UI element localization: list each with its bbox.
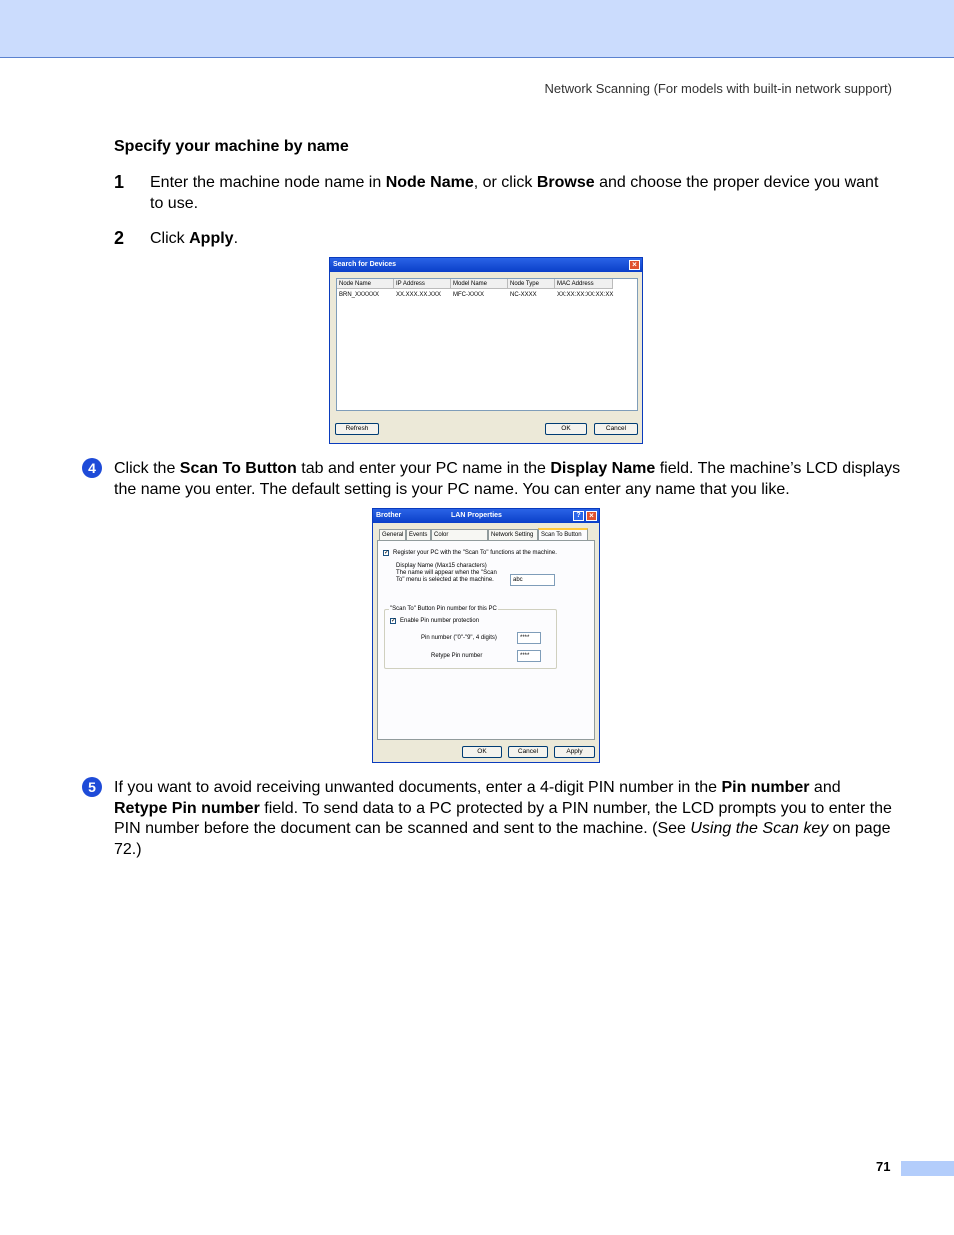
pin-number-label: Pin number ("0"-"9", 4 digits) xyxy=(421,635,497,641)
lan-properties-dialog xyxy=(372,508,600,763)
table-cell[interactable]: BRN_XXXXXX xyxy=(339,292,380,298)
display-name-field[interactable]: abc xyxy=(510,574,555,586)
step-number-4: 4 xyxy=(82,458,102,478)
register-label: Register your PC with the "Scan To" functions at the machine. xyxy=(393,550,557,556)
table-cell[interactable]: XX:XX:XX:XX:XX:XX xyxy=(557,292,614,298)
search-devices-dialog xyxy=(329,257,643,444)
step-number-2: 2 xyxy=(114,228,125,248)
step-5-text: If you want to avoid receiving unwanted documents, enter a 4-digit PIN number in the Pin number and Retype Pin number field. To send data to a PC protected by a PIN number, the LCD prompts you to enter the PIN number before the document can be scanned and sent to the machine. (See Using the Scan key on page 72.) xyxy=(114,779,892,858)
dialog-title: Search for Devices xyxy=(333,261,397,268)
table-cell[interactable]: NC-XXXX xyxy=(510,292,537,298)
cancel-button[interactable]: Cancel xyxy=(594,423,638,435)
enable-pin-label: Enable Pin number protection xyxy=(400,618,480,624)
page-number: 71 xyxy=(876,1159,891,1174)
tab-scan-to-button[interactable]: Scan To Button xyxy=(538,528,588,540)
cancel-button[interactable]: Cancel xyxy=(508,746,548,758)
help-icon[interactable]: ? xyxy=(573,511,584,521)
header-band xyxy=(0,0,954,58)
step-number-1: 1 xyxy=(114,172,125,192)
close-icon[interactable]: × xyxy=(586,511,597,521)
close-icon[interactable]: × xyxy=(629,260,640,270)
step-number-5: 5 xyxy=(82,777,102,797)
step-4-text: Click the Scan To Button tab and enter your PC name in the Display Name field. The machine’s LCD displays the name you enter. The default setting is your PC name. You can enter any name that you like. xyxy=(114,460,901,498)
device-list[interactable] xyxy=(336,278,638,411)
col-header-mac-address[interactable]: MAC Address xyxy=(555,279,613,289)
ok-button[interactable]: OK xyxy=(462,746,502,758)
table-cell[interactable]: XX.XXX.XX.XXX xyxy=(396,292,442,298)
group-title: "Scan To" Button Pin number for this PC xyxy=(390,606,497,612)
dialog-title-bar xyxy=(373,509,599,523)
step-2-text: Click Apply. xyxy=(150,230,239,247)
enable-pin-checkbox[interactable]: ✓ xyxy=(391,618,397,624)
display-name-label: Display Name (Max15 characters) xyxy=(396,563,487,569)
section-title: Specify your machine by name xyxy=(114,138,349,155)
col-header-ip-address[interactable]: IP Address xyxy=(394,279,451,289)
tab-panel xyxy=(377,540,595,740)
display-name-hint: The name will appear when the "Scan xyxy=(396,570,497,576)
dialog-title-brand: Brother xyxy=(376,512,402,519)
tab-general[interactable]: General xyxy=(379,529,406,540)
pin-number-field[interactable]: **** xyxy=(517,632,541,644)
dialog-title: LAN Properties xyxy=(451,512,502,519)
col-header-node-name[interactable]: Node Name xyxy=(337,279,394,289)
step-1-text: Enter the machine node name in Node Name, or click Browse and choose the proper device you want to use. xyxy=(150,174,879,212)
table-cell[interactable]: MFC-XXXX xyxy=(453,292,485,298)
dialog-title-bar xyxy=(330,258,642,272)
apply-button[interactable]: Apply xyxy=(554,746,595,758)
ok-button[interactable]: OK xyxy=(545,423,587,435)
display-name-hint: To" menu is selected at the machine. xyxy=(396,577,494,583)
tab-network-setting[interactable]: Network Setting xyxy=(488,529,538,540)
register-checkbox[interactable]: ✓ xyxy=(384,550,390,556)
col-header-model-name[interactable]: Model Name xyxy=(451,279,508,289)
running-head: Network Scanning (For models with built-in network support) xyxy=(544,81,892,96)
tab-events[interactable]: Events xyxy=(406,529,431,540)
footer-bar xyxy=(901,1161,954,1176)
tab-color-management[interactable]: Color xyxy=(431,529,488,540)
refresh-button[interactable]: Refresh xyxy=(335,423,379,435)
retype-pin-field[interactable]: **** xyxy=(517,650,541,662)
col-header-node-type[interactable]: Node Type xyxy=(508,279,555,289)
pin-groupbox xyxy=(384,606,557,669)
retype-pin-label: Retype Pin number xyxy=(431,653,483,659)
